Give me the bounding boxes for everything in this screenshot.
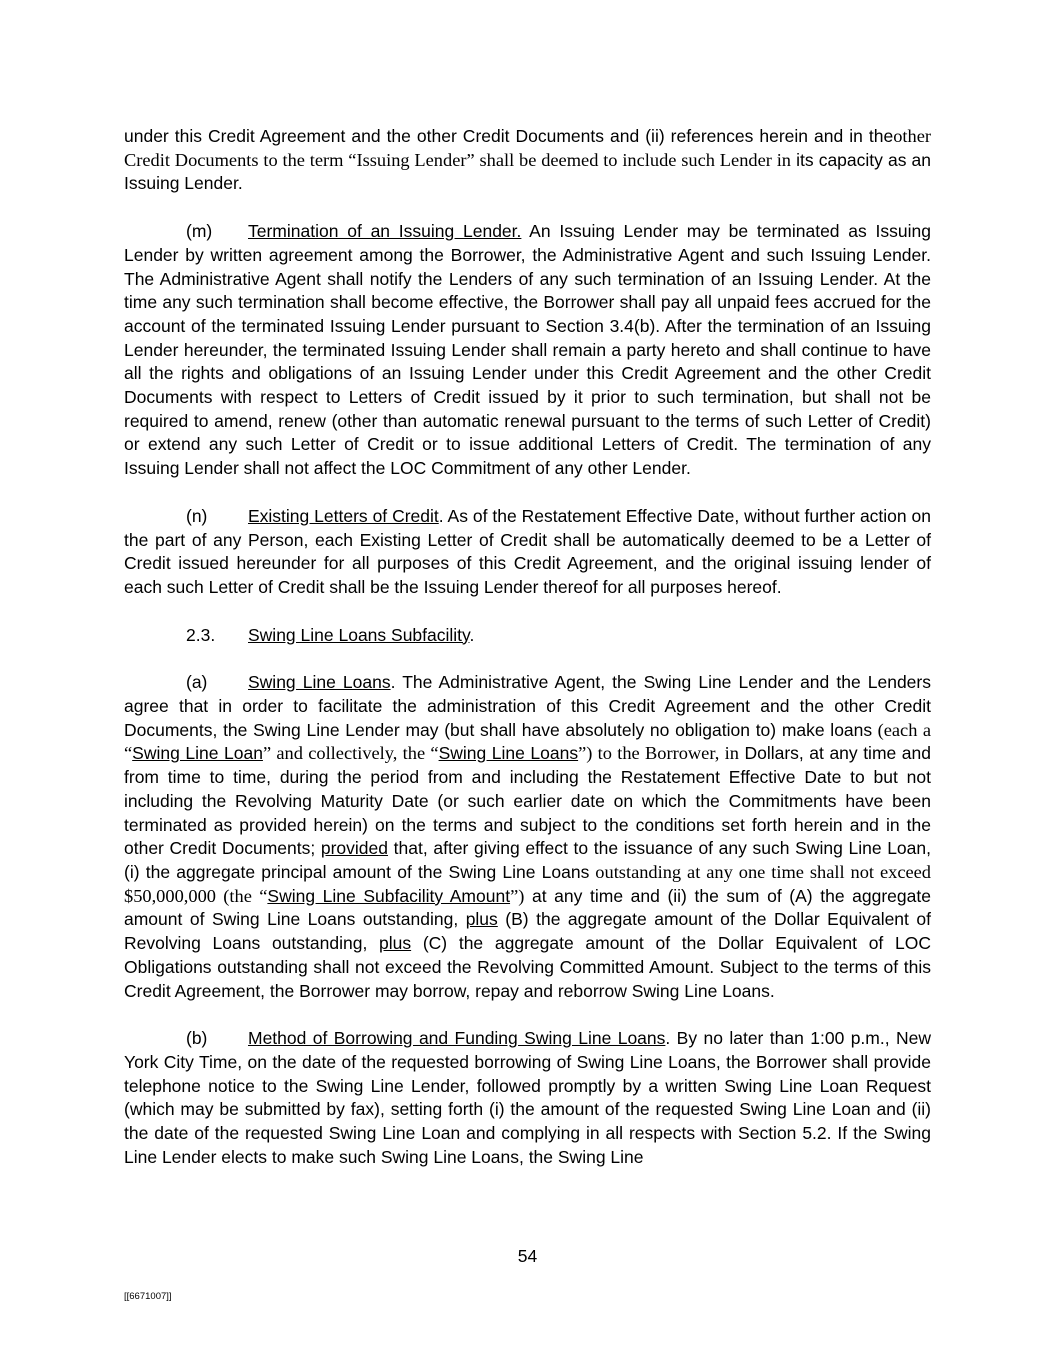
- paragraph-m-label: (m): [186, 221, 213, 242]
- paragraph-n: [124, 505, 931, 600]
- page-body: [124, 125, 931, 1169]
- paragraph-a-text-5: Dollars, at any time and from time to time, during the period from and including the Restatement Effective Date to but not including the Revolving Maturity Date (or such earlier date on which the Commitments have been terminated as provided herein) on the terms and subject to the conditions set forth herein and in the other Credit Documents;: [124, 743, 931, 859]
- paragraph-a-text-1: . The Administrative Agent, the Swing Line Lender and the Lenders agree that in order to facilitate the administration of this Credit Agreement and the other Credit Documents, the Swing Line Lender may (but shall have absolutely no obligation to) make loans: [124, 672, 931, 740]
- defined-term-swing-line-loans: Swing Line Loans: [438, 743, 579, 764]
- paragraph-a-text-10: (B) the aggregate amount of the Dollar Equivalent of Revolving Loans outstanding,: [124, 909, 931, 954]
- paragraph-b: [124, 1027, 931, 1169]
- paragraph-a-text-9: at any time and (ii) the sum of (A) the aggregate amount of Swing Line Loans outstanding,: [124, 885, 931, 930]
- paragraph-a-label: (a): [186, 672, 208, 693]
- continuation-line-2: other Credit Documents to the term “Issuing Lender” shall be deemed to include such Lender in: [124, 126, 931, 170]
- plus-term-1: plus: [465, 909, 498, 930]
- paragraph-b-heading: Method of Borrowing and Funding Swing Line Loans: [248, 1028, 666, 1049]
- section-title-period: .: [469, 624, 475, 645]
- section-heading-2-3: [124, 624, 931, 648]
- paragraph-a-text-4: ”) to the Borrower, in: [578, 743, 739, 764]
- paragraph-a: [124, 671, 931, 1003]
- defined-term-subfacility-amount: Swing Line Subfacility Amount: [267, 885, 511, 906]
- paragraph-n-heading: Existing Letters of Credit: [248, 505, 439, 526]
- continuation-line-3: its capacity as an Issuing Lender.: [124, 149, 932, 194]
- paragraph-b-body: . By no later than 1:00 p.m., New York City Time, on the date of the requested borrowing of Swing Line Loans, the Borrower shall provide telephone notice to the Swing Line Lender, followed promptly by a written Swing Line Loan Request (which may be submitted by fax), setting forth (i) the amount of the requested Swing Line Loan and (ii) the date of the requested Swing Line Loan and complying in all respects with Section 5.2. If the Swing Line Lender elects to make such Swing Line Loans, the Swing Line: [124, 1028, 932, 1167]
- page-number: 54: [517, 1246, 538, 1266]
- paragraph-n-body: . As of the Restatement Effective Date, without further action on the part of any Person, each Existing Letter of Credit shall be automatically deemed to be a Letter of Credit issued hereunder for all purposes of this Credit Agreement, and the original issuing lender of each such Letter of Credit shall be the Issuing Lender thereof for all purposes hereof.: [124, 505, 931, 597]
- section-number: 2.3.: [186, 624, 216, 645]
- paragraph-m-body: An Issuing Lender may be terminated as Issuing Lender by written agreement among the Borrower, the Administrative Agent and such Issuing Lender. The Administrative Agent shall notify the Lenders of any such termination of an Issuing Lender. At the time any such termination shall become effective, the Borrower shall pay all unpaid fees accrued for the account of the terminated Issuing Lender pursuant to Section 3.4(b). After the termination of an Issuing Lender hereunder, the terminated Issuing Lender shall remain a party hereto and shall continue to have all the rights and obligations of an Issuing Lender under this Credit Agreement and the other Credit Documents with respect to Letters of Credit issued by it prior to such termination, but shall not be required to amend, renew (other than automatic renewal pursuant to the terms of such Letter of Credit) or extend any such Letter of Credit or to issue additional Letters of Credit. The termination of any Issuing Lender shall not affect the LOC Commitment of any other Lender.: [124, 221, 931, 479]
- paragraph-n-label: (n): [186, 505, 208, 526]
- document-id: [[6671007]]: [124, 1291, 172, 1302]
- paragraph-a-heading: Swing Line Loans: [248, 672, 391, 693]
- section-title: Swing Line Loans Subfacility: [248, 624, 470, 645]
- paragraph-a-text-11: (C) the aggregate amount of the Dollar Equivalent of LOC Obligations outstanding shall not exceed the Revolving Committed Amount. Subject to the terms of this Credit Agreement, the Borrower may borrow, repay and reborrow Swing Line Loans.: [124, 933, 931, 1001]
- plus-term-2: plus: [379, 933, 412, 954]
- paragraph-a-text-8: ”): [510, 885, 525, 906]
- paragraph-m: [124, 220, 931, 481]
- defined-term-swing-line-loan: Swing Line Loan: [132, 743, 263, 764]
- paragraph-b-label: (b): [186, 1028, 208, 1049]
- paragraph-continuation: [124, 125, 931, 196]
- paragraph-a-text-6: that, after giving effect to the issuance of any such Swing Line Loan, (i) the aggregate principal amount of the Swing Line Loans: [124, 838, 931, 882]
- paragraph-a-text-7: outstanding at any one time shall not exceed $50,000,000 (the “: [124, 861, 932, 906]
- paragraph-a-text-2: (each a “: [124, 719, 931, 764]
- paragraph-a-text-3: ” and collectively, the “: [262, 743, 439, 764]
- continuation-line-1: under this Credit Agreement and the other Credit Documents and (ii) references herein and in the: [124, 126, 894, 146]
- paragraph-m-heading: Termination of an Issuing Lender.: [248, 221, 522, 242]
- provided-term: provided: [320, 838, 389, 859]
